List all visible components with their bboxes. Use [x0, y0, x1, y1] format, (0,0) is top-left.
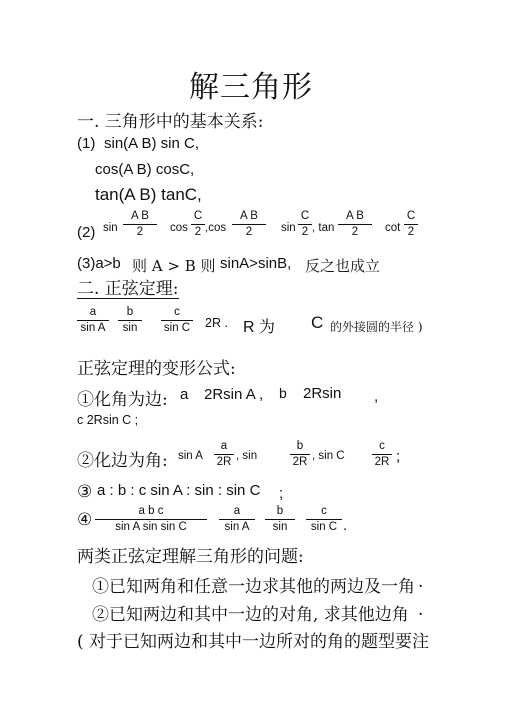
item-3-condition: (3)a>b: [77, 255, 121, 272]
fraction-denominator: 2: [301, 226, 309, 238]
item-label-2: (2): [77, 224, 96, 241]
fraction-bar: [232, 224, 266, 225]
variant-4-label: ④: [77, 510, 93, 530]
item-label-1: (1): [77, 135, 96, 152]
variant-2-end: ;: [396, 448, 401, 465]
item-3-then: 则 A > B 则: [132, 257, 216, 275]
problem-type-2-end: .: [418, 600, 424, 620]
fraction-denominator: sin: [272, 521, 288, 533]
fraction-numerator: b: [126, 306, 134, 318]
fraction-denominator: sin A: [80, 322, 106, 334]
variant-1-label: ①化角为边:: [77, 390, 168, 410]
variant-4-fraction-a: [219, 505, 255, 534]
variant-1-expr-a: 2Rsin A ,: [204, 386, 264, 403]
fraction-denominator: 2R: [292, 456, 308, 468]
fraction-numerator: c: [379, 440, 385, 452]
law-c-label: C: [311, 313, 324, 332]
variant-1-expr-c: c 2Rsin C ;: [77, 413, 139, 427]
problem-type-1-end: .: [418, 572, 424, 592]
fraction-bar: [118, 320, 142, 321]
half-angle-fraction-1: [123, 210, 157, 239]
law-circumradius-note: 的外接圆的半径 ): [330, 320, 423, 334]
variant-4-fraction-c: [306, 505, 342, 534]
fraction-bar: [191, 224, 205, 225]
fraction-bar: [219, 519, 255, 520]
half-angle-cos2-text: ,cos: [205, 222, 227, 234]
variant-2-sinC: , sin C: [312, 450, 345, 462]
fraction-numerator: b: [296, 440, 304, 452]
half-angle-sin2-text: sin: [281, 222, 296, 234]
fraction-bar: [123, 224, 157, 225]
variant-2-label: ②化边为角:: [77, 451, 168, 471]
variant-4-fraction-sum: [95, 505, 207, 534]
half-angle-fraction-2: [191, 210, 205, 239]
law-equals-2r: 2R .: [205, 316, 228, 330]
variant-4-fraction-b: [265, 505, 295, 534]
section-heading-law-of-sines: 二. 正弦定理:: [77, 279, 179, 299]
fraction-bar: [95, 519, 207, 520]
fraction-bar: [372, 454, 392, 455]
fraction-denominator: 2: [351, 226, 359, 238]
formula-sin-sum: sin(A B) sin C,: [104, 135, 200, 152]
formula-cos-sum: cos(A B) cosC,: [95, 161, 195, 178]
variant-2-fraction-b: [290, 440, 310, 469]
fraction-numerator: b: [276, 505, 284, 517]
problem-type-1: ①已知两角和任意一边求其他的两边及一角: [92, 577, 415, 597]
fraction-bar: [338, 224, 372, 225]
fraction-numerator: c: [174, 306, 180, 318]
fraction-denominator: 2R: [374, 456, 390, 468]
variant-3-end: ;: [279, 485, 284, 502]
fraction-numerator: C: [300, 210, 310, 222]
variant-2-sinA: sin A: [178, 450, 203, 462]
page-title: 解三角形: [189, 70, 313, 105]
section-heading-problem-types: 两类正弦定理解三角形的问题:: [77, 547, 304, 567]
fraction-numerator: A B: [240, 210, 258, 222]
variant-1-a: a: [180, 386, 189, 403]
item-3-converse: 反之也成立: [305, 257, 381, 275]
variant-3-label: ③: [77, 482, 93, 502]
law-fraction-b: [118, 306, 142, 335]
fraction-denominator: sin C: [310, 521, 338, 533]
half-angle-fraction-3: [232, 210, 266, 239]
fraction-denominator: sin C: [163, 322, 191, 334]
law-fraction-a: [77, 306, 109, 335]
variant-2-fraction-c: [372, 440, 392, 469]
fraction-bar: [161, 320, 193, 321]
fraction-numerator: a b c: [138, 505, 164, 517]
fraction-numerator: a: [233, 505, 241, 517]
half-angle-fraction-4: [298, 210, 312, 239]
fraction-denominator: sin: [122, 322, 138, 334]
variant-1-comma: ,: [374, 388, 379, 405]
variant-3-ratio: a : b : c sin A : sin : sin C: [97, 482, 261, 499]
half-angle-tan-text: , tan: [312, 222, 335, 234]
fraction-bar: [298, 224, 312, 225]
law-fraction-c: [161, 306, 193, 335]
fraction-denominator: 2R: [216, 456, 232, 468]
item-3-sin-inequality: sinA>sinB,: [220, 255, 292, 272]
fraction-numerator: C: [193, 210, 203, 222]
fraction-denominator: 2: [407, 226, 415, 238]
law-r-label: R 为: [243, 319, 276, 336]
variant-2-fraction-a: [214, 440, 234, 469]
fraction-numerator: A B: [346, 210, 364, 222]
fraction-bar: [290, 454, 310, 455]
fraction-bar: [77, 320, 109, 321]
fraction-denominator: 2: [245, 226, 253, 238]
fraction-bar: [306, 519, 342, 520]
half-angle-sin-text: sin: [103, 222, 118, 234]
fraction-numerator: c: [321, 505, 327, 517]
fraction-bar: [214, 454, 234, 455]
fraction-denominator: 2: [194, 226, 202, 238]
fraction-numerator: A B: [131, 210, 149, 222]
problem-type-2: ②已知两边和其中一边的对角, 求其他边角: [92, 605, 409, 625]
fraction-bar: [265, 519, 295, 520]
variant-4-end: .: [343, 517, 348, 534]
variant-1-b: b: [279, 385, 287, 401]
problem-note: ( 对于已知两边和其中一边所对的角的题型要注: [77, 632, 430, 652]
fraction-numerator: a: [89, 306, 97, 318]
fraction-denominator: 2: [136, 226, 144, 238]
section-heading-variants: 正弦定理的变形公式:: [77, 359, 236, 379]
formula-tan-sum: tan(A B) tanC,: [95, 185, 202, 204]
section-heading-basic-relations: 一. 三角形中的基本关系:: [77, 112, 264, 132]
fraction-denominator: sin A: [224, 521, 250, 533]
fraction-numerator: a: [220, 440, 228, 452]
half-angle-cos-text: cos: [170, 222, 188, 234]
variant-1-expr-b: 2Rsin: [303, 385, 342, 402]
fraction-numerator: C: [406, 210, 416, 222]
fraction-denominator: sin A sin sin C: [115, 521, 187, 533]
half-angle-fraction-5: [338, 210, 372, 239]
variant-2-sin: , sin: [236, 450, 258, 462]
fraction-bar: [404, 224, 418, 225]
half-angle-cot-text: cot: [385, 222, 401, 234]
half-angle-fraction-6: [404, 210, 418, 239]
